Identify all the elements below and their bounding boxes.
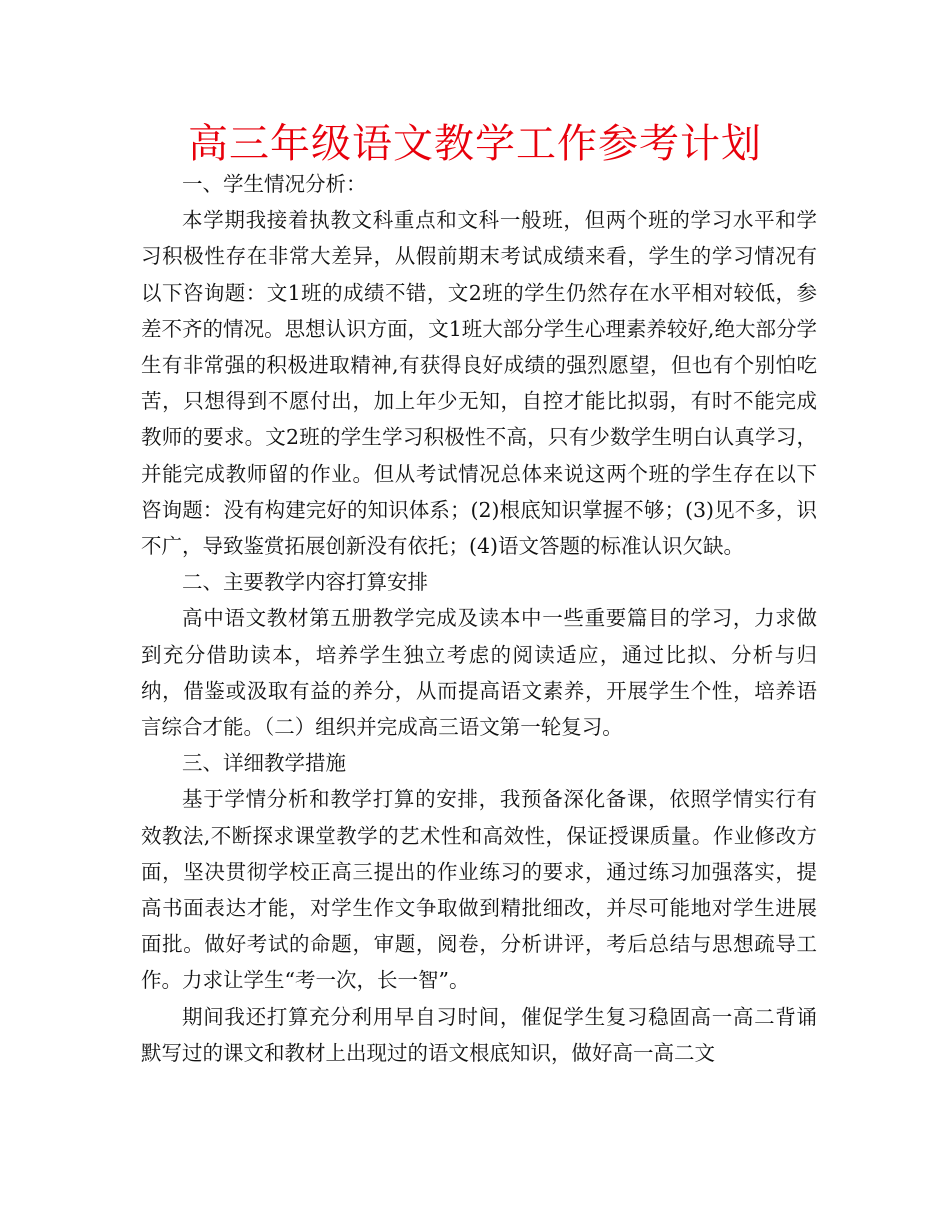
paragraph-teaching-content: 高中语文教材第五册教学完成及读本中一些重要篇目的学习，力求做到充分借助读本，培养学生独立考虑的阅读适应，通过比拟、分析与归纳，借鉴或汲取有益的养分，从而提高语文素养，开展学生个性，培养语言综合才能。（二）组织并完成高三语文第一轮复习。 (141, 606, 817, 740)
paragraph-student-analysis: 本学期我接着执教文科重点和文科一般班，但两个班的学习水平和学习积极性存在非常大差异，从假前期末考试成绩来看，学生的学习情况有以下咨询题：文1班的成绩不错，文2班的学生仍然存在水平相对较低，参差不齐的情况。思想认识方面，文1班大部分学生心理素养较好,绝大部分学生有非常强的积极进取精神,有获得良好成绩的强烈愿望，但也有个别怕吃苦，只想得到不愿付出，加上年少无知，自控才能比拟弱，有时不能完成教师的要求。文2班的学生学习积极性不高，只有少数学生明白认真学习，并能完成教师留的作业。但从考试情况总体来说这两个班的学生存在以下咨询题：没有构建完好的知识体系；(2)根底知识掌握不够；(3)见不多，识不广，导致鉴赏拓展创新没有依托；(4)语文答题的标准认识欠缺。 (141, 208, 817, 559)
section-heading-2: 二、主要教学内容打算安排 (182, 570, 428, 595)
paragraph-morning-study: 期间我还打算充分利用早自习时间，催促学生复习稳固高一高二背诵默写过的课文和教材上出现过的语文根底知识，做好高一高二文 (141, 1004, 817, 1065)
document-title: 高三年级语文教学工作参考计划 (188, 121, 762, 167)
document-body (141, 166, 817, 1071)
paragraph-teaching-measures: 基于学情分析和教学打算的安排，我预备深化备课，依照学情实行有效教法,不断探求课堂教学的艺术性和高效性，保证授课质量。作业修改方面，坚决贯彻学校正高三提出的作业练习的要求，通过练习加强落实，提高书面表达才能，对学生作文争取做到精批细改，并尽可能地对学生进展面批。做好考试的命题，审题，阅卷，分析讲评，考后总结与思想疏导工作。力求让学生“考一次，长一智”。 (141, 787, 817, 993)
section-heading-1: 一、学生情况分析： (182, 172, 367, 196)
section-heading-3: 三、详细教学措施 (182, 751, 346, 776)
